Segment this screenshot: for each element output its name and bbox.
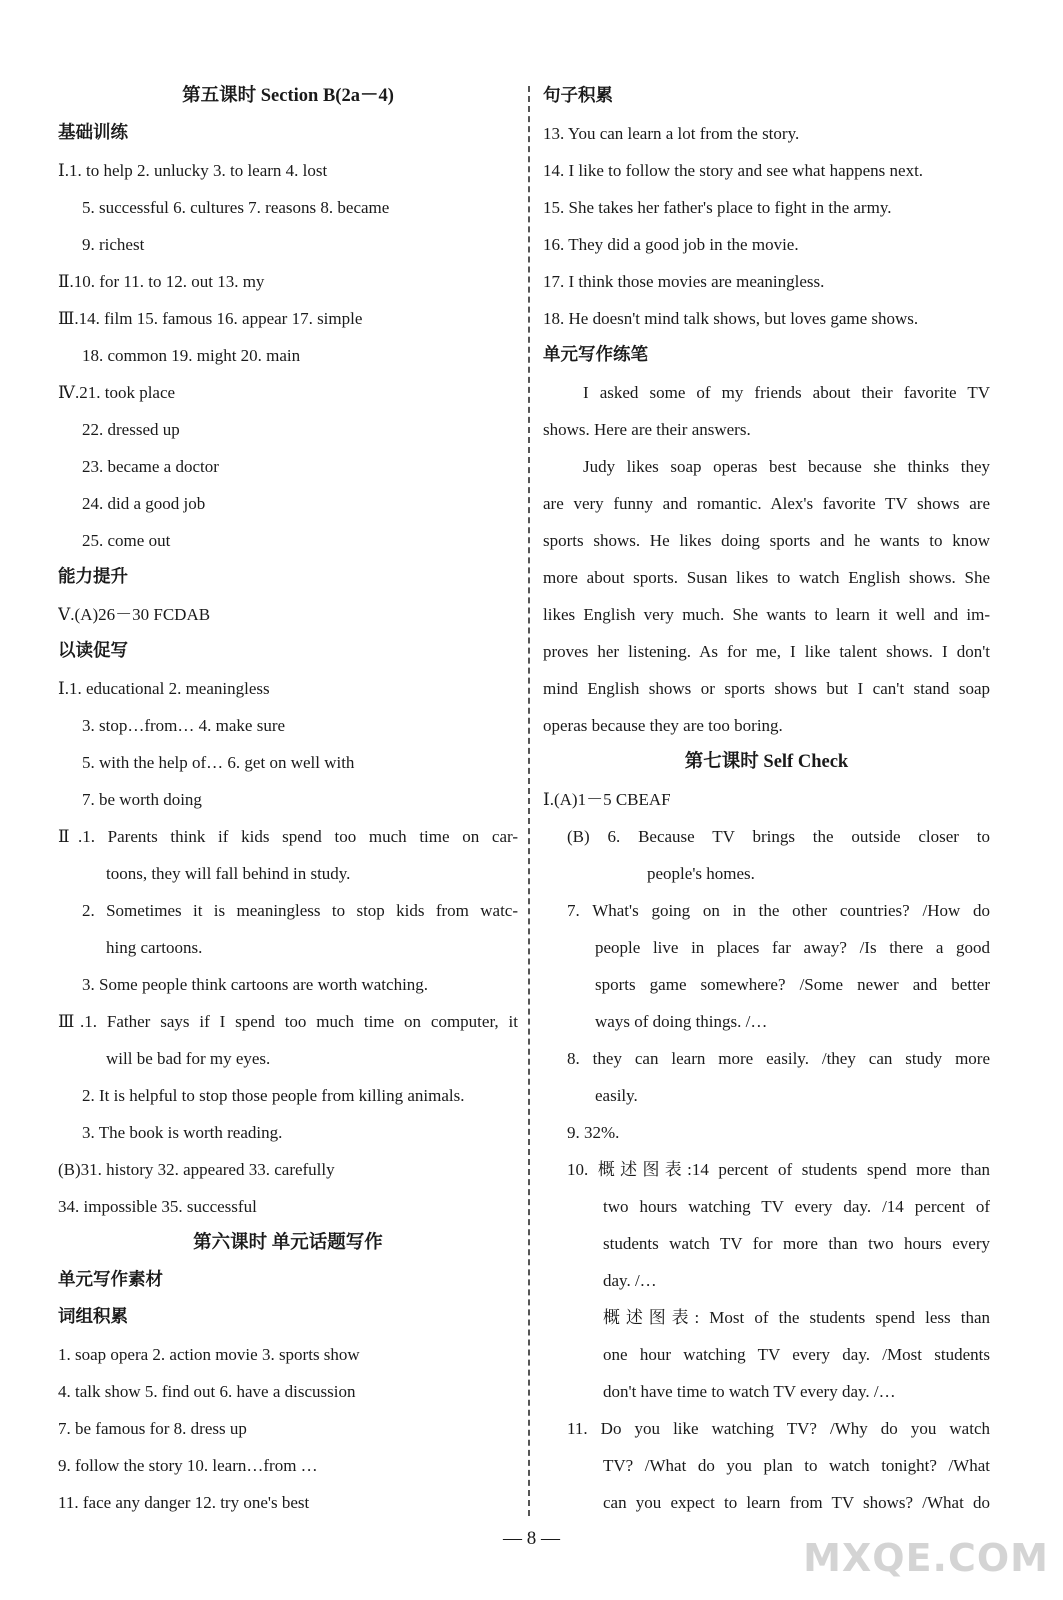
answer-line: Ⅰ.(A)1－5 CBEAF [543,790,671,809]
answer-line: 2. Sometimes it is meaningless to stop kids from watc- [82,901,518,920]
answer-line: 8. they can learn more easily. /they can study more [567,1049,990,1068]
lesson-title: 第五课时 Section B(2a－4) [182,86,394,106]
answer-line: will be bad for my eyes. [106,1049,271,1068]
answer-line: 概述图表: Most of the students spend less than [603,1308,990,1327]
answer-line: 9. 32%. [567,1123,620,1142]
answer-line: ways of doing things. /… [595,1012,768,1031]
answer-line: I asked some of my friends about their favorite TV [583,383,990,402]
answer-line: people live in places far away? /Is there a good [595,938,990,957]
section-heading: 单元写作素材 [58,1270,163,1290]
answer-line: 5. with the help of… 6. get on well with [82,753,355,772]
answer-line: 10. 概述图表:14 percent of students spend more than [567,1160,990,1179]
answer-line: 22. dressed up [82,420,180,439]
answer-line: people's homes. [647,864,755,883]
answer-line: 7. What's going on in the other countries? /How do [567,901,990,920]
right-column [543,78,990,1521]
left-column [58,78,518,1521]
answer-line: 9. richest [82,235,145,254]
answer-line: (B)31. history 32. appeared 33. carefully [58,1160,335,1179]
answer-line: easily. [595,1086,638,1105]
page-number: — 8 — [503,1528,560,1549]
section-heading: 单元写作练笔 [543,345,648,365]
answer-line: 9. follow the story 10. learn…from … [58,1456,318,1475]
answer-line: 24. did a good job [82,494,206,513]
answer-line: 15. She takes her father's place to fight in the army. [543,198,892,217]
answer-line: shows. Here are their answers. [543,420,751,439]
section-heading: 句子积累 [543,86,613,106]
answer-line: 11. face any danger 12. try one's best [58,1493,310,1512]
answer-line: toons, they will fall behind in study. [106,864,351,883]
answer-line: 18. common 19. might 20. main [82,346,301,365]
section-heading: 基础训练 [58,123,128,143]
answer-line: Ⅰ.1. to help 2. unlucky 3. to learn 4. lost [58,161,328,180]
answer-line: 34. impossible 35. successful [58,1197,257,1216]
answer-line: Ⅲ.14. film 15. famous 16. appear 17. simple [58,309,363,328]
answer-line: Ⅱ.10. for 11. to 12. out 13. my [58,272,265,291]
answer-line: 16. They did a good job in the movie. [543,235,799,254]
answer-line: 4. talk show 5. find out 6. have a discussion [58,1382,356,1401]
answer-line: 2. It is helpful to stop those people from killing animals. [82,1086,465,1105]
answer-line: 7. be famous for 8. dress up [58,1419,247,1438]
answer-line: 25. come out [82,531,171,550]
answer-line: students watch TV for more than two hours every [603,1234,990,1253]
answer-line: TV? /What do you plan to watch tonight? /What [603,1456,990,1475]
answer-line: 14. I like to follow the story and see what happens next. [543,161,924,180]
answer-line: 17. I think those movies are meaningless. [543,272,825,291]
answer-line: 3. stop…from… 4. make sure [82,716,286,735]
section-heading: 以读促写 [58,641,128,661]
answer-line: don't have time to watch TV every day. /… [603,1382,896,1401]
answer-line: Judy likes soap operas best because she thinks they [583,457,990,476]
answer-line: 23. became a doctor [82,457,219,476]
answer-line: can you expect to learn from TV shows? /What do [603,1493,990,1512]
answer-line: 5. successful 6. cultures 7. reasons 8. became [82,198,390,217]
watermark-logo: MXQE.COM [803,1536,1049,1580]
answer-line: 18. He doesn't mind talk shows, but loves game shows. [543,309,919,328]
column-divider [528,86,530,1516]
answer-line: likes English very much. She wants to learn it well and im- [543,605,990,624]
answer-line: more about sports. Susan likes to watch English shows. She [543,568,990,587]
answer-line: sports game somewhere? /Some newer and better [595,975,990,994]
answer-line: day. /… [603,1271,657,1290]
answer-line: 11. Do you like watching TV? /Why do you watch [567,1419,990,1438]
answer-line: 13. You can learn a lot from the story. [543,124,800,143]
answer-line: 3. The book is worth reading. [82,1123,283,1142]
answer-line: are very funny and romantic. Alex's favorite TV shows are [543,494,990,513]
answer-line: mind English shows or sports shows but I can't stand soap [543,679,990,698]
answer-line: hing cartoons. [106,938,203,957]
answer-line: Ⅱ.1. Parents think if kids spend too much time on car- [58,827,518,846]
lesson-title: 第六课时 单元话题写作 [193,1233,383,1253]
answer-line: proves her listening. As for me, I like talent shows. I don't [543,642,990,661]
lesson-title: 第七课时 Self Check [684,752,849,772]
section-heading: 词组积累 [58,1307,128,1327]
answer-line: Ⅳ.21. took place [58,383,176,402]
answer-line: Ⅰ.1. educational 2. meaningless [58,679,270,698]
answer-line: operas because they are too boring. [543,716,783,735]
answer-line: 1. soap opera 2. action movie 3. sports show [58,1345,360,1364]
answer-line: one hour watching TV every day. /Most students [603,1345,990,1364]
answer-line: (B) 6. Because TV brings the outside closer to [567,827,990,846]
answer-line: 3. Some people think cartoons are worth watching. [82,975,429,994]
answer-line: 7. be worth doing [82,790,202,809]
section-heading: 能力提升 [58,567,128,587]
answer-line: sports shows. He likes doing sports and he wants to know [543,531,990,550]
answer-line: Ⅲ.1. Father says if I spend too much time on computer, it [58,1012,518,1031]
answer-line: two hours watching TV every day. /14 percent of [603,1197,990,1216]
answer-line: Ⅴ.(A)26－30 FCDAB [58,605,211,624]
